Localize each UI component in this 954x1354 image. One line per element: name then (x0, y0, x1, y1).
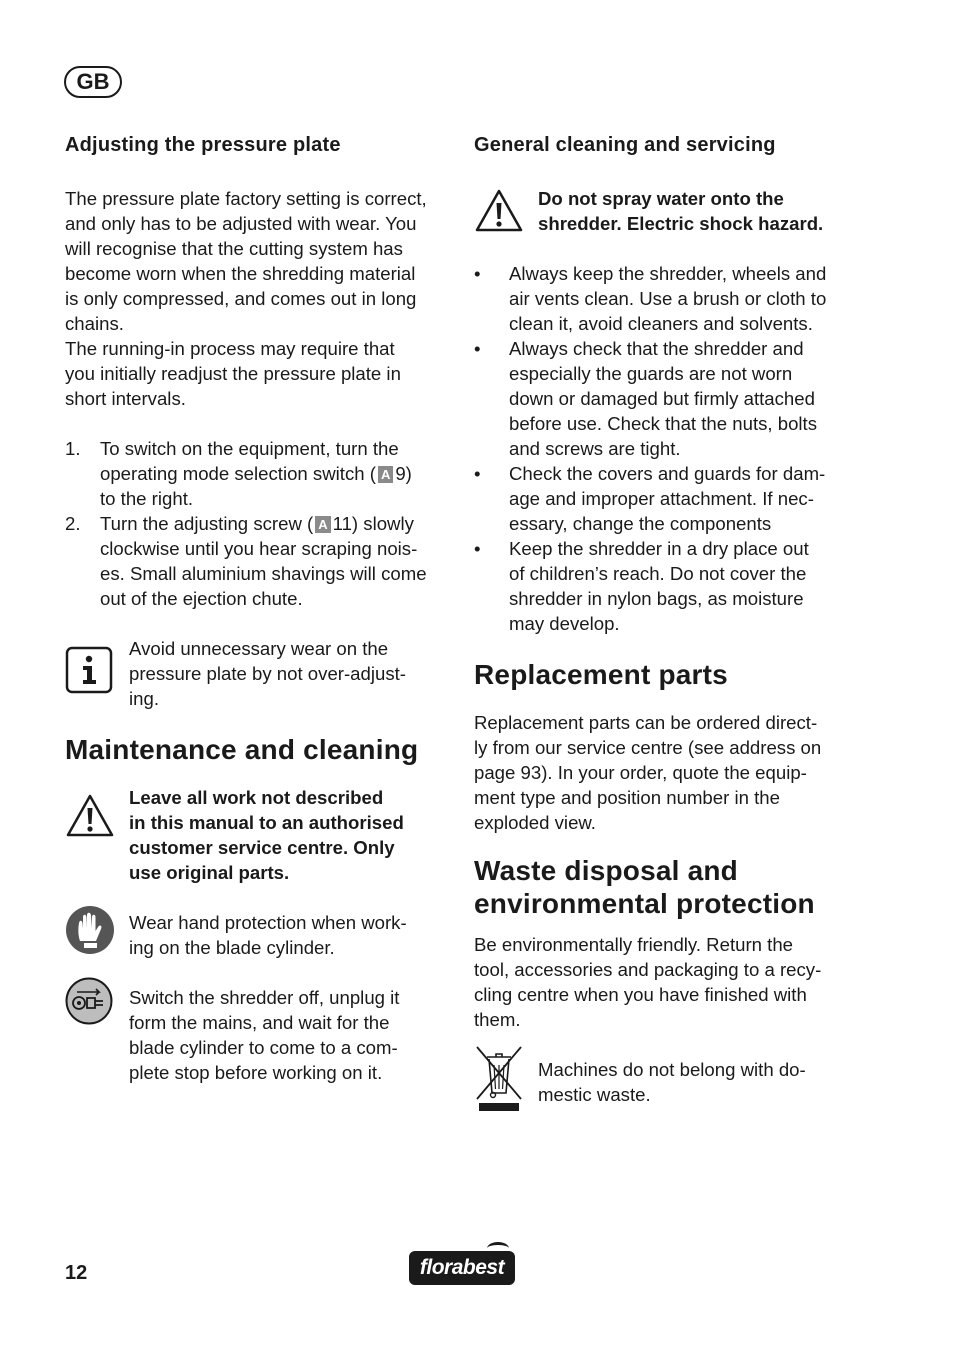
info-icon (65, 646, 115, 696)
warning-note-service: Leave all work not described in this manual to an authorised customer service centre. Only use original parts. (65, 785, 450, 885)
left-column (65, 130, 450, 1085)
section-heading-waste: Waste disposal and environmental protection (474, 855, 815, 919)
list-item: 2. Turn the adjusting screw ( A 11) slowly clockwise until you hear scraping nois- es. Small aluminium shavings will come out of the ejection chute. (65, 513, 427, 609)
warning-icon (474, 188, 524, 234)
steps-list (65, 436, 450, 611)
glove-note: Wear hand protection when work- ing on the blade cylinder. (65, 910, 450, 960)
list-item: • Always keep the shredder, wheels and air vents clean. Use a brush or cloth to clean it, avoid cleaners and solvents. (474, 261, 864, 336)
warning-note-water: Do not spray water onto the shredder. Electric shock hazard. (474, 186, 864, 236)
list-item: • Always check that the shredder and especially the guards are not worn down or damaged but firmly attached before use. Check that the nuts, bolts and screws are tight. (474, 336, 864, 461)
figure-ref-badge: A (378, 466, 393, 483)
cleaning-bullet-list (474, 261, 864, 636)
info-note: Avoid unnecessary wear on the pressure plate by not over-adjust- ing. (65, 636, 450, 711)
page-number: 12 (65, 1262, 88, 1284)
figure-ref-badge: A (315, 516, 330, 533)
right-column (474, 130, 864, 1107)
list-item: • Check the covers and guards for dam- age and improper attachment. If nec- essary, change the components (474, 461, 864, 536)
language-badge: GB (64, 66, 122, 98)
unplug-note: Switch the shredder off, unplug it form the mains, and wait for the blade cylinder to come to a com- plete stop before working on it. (65, 985, 450, 1085)
list-item: • Keep the shredder in a dry place out of children’s reach. Do not cover the shredder in nylon bags, as moisture may develop. (474, 536, 864, 636)
brand-logo: florabest (409, 1251, 515, 1285)
unplug-icon (65, 977, 113, 1025)
paragraph-replacement: Replacement parts can be ordered direct- ly from our service centre (see address on page 93). In your order, quote the equip- ment type and position number in the exploded view. (474, 712, 822, 833)
section-heading-pressure-plate: Adjusting the pressure plate (65, 134, 341, 156)
section-heading-maintenance: Maintenance and cleaning (65, 734, 419, 765)
paragraph-running-in: The running-in process may require that you initially readjust the pressure plate in short intervals. (65, 338, 401, 409)
waste-bin-note: Machines do not belong with do- mestic waste. (474, 1057, 864, 1107)
warning-icon (65, 793, 115, 839)
list-item: 1. To switch on the equipment, turn the operating mode selection switch ( A 9) to the right. (65, 438, 412, 509)
section-heading-cleaning: General cleaning and servicing (474, 134, 776, 156)
paragraph-waste: Be environmentally friendly. Return the tool, accessories and packaging to a recy- cling centre when you have finished with them. (474, 934, 822, 1030)
crossed-bin-icon (474, 1043, 524, 1113)
paragraph-pressure-plate: The pressure plate factory setting is correct, and only has to be adjusted with wear. You will recognise that the cutting system has become worn when the shredding material is only compressed, and comes out in long chains. (65, 188, 427, 334)
section-heading-replacement: Replacement parts (474, 659, 728, 690)
glove-icon (65, 905, 115, 955)
